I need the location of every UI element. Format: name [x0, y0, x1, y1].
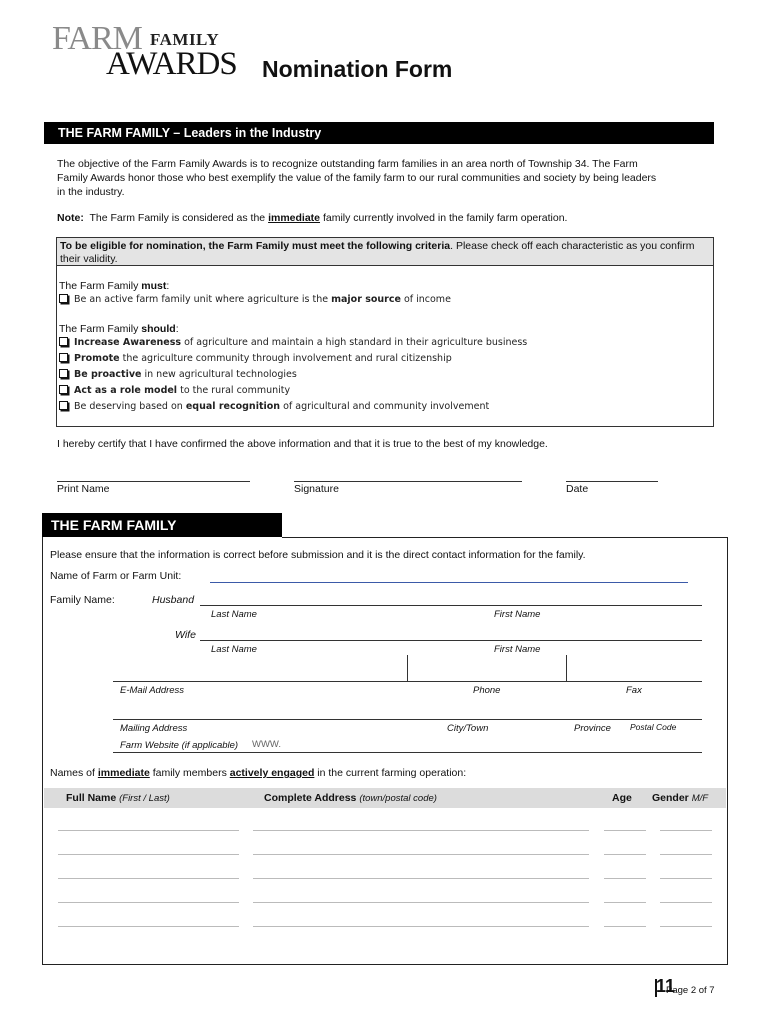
section-leaders-header: THE FARM FAMILY – Leaders in the Industry	[44, 122, 714, 144]
col-gender-hint: M/F	[691, 793, 709, 804]
members-post: in the current farming operation:	[317, 767, 467, 779]
contact-input-line[interactable]	[113, 681, 702, 682]
checkbox-icon[interactable]	[59, 369, 68, 378]
members-key2: actively engaged	[229, 767, 315, 779]
date-label: Date	[566, 483, 589, 495]
should-item-5[interactable]	[59, 400, 489, 414]
row-address-input[interactable]	[253, 854, 589, 855]
row-age-input[interactable]	[604, 926, 646, 927]
row-name-input[interactable]	[58, 902, 239, 903]
husband-last-name-label: Last Name	[211, 609, 257, 620]
note-label: Note:	[57, 212, 84, 224]
note-pre: The Farm Family is considered as the	[89, 212, 266, 224]
checkbox-icon[interactable]	[59, 353, 68, 362]
note-post: family currently involved in the family farm operation.	[322, 212, 568, 224]
last-item-pre: Be deserving based on	[74, 401, 183, 412]
should-item-rest: in new agricultural technologies	[141, 369, 297, 380]
must-heading: The Farm Family must:	[59, 280, 170, 292]
row-name-input[interactable]	[58, 830, 239, 831]
husband-name-input[interactable]	[200, 605, 702, 606]
row-address-input[interactable]	[253, 926, 589, 927]
criteria-rest: . Please check off each characteristic as you confirm their validity.	[60, 240, 695, 265]
should-item-1[interactable]	[59, 336, 527, 350]
row-address-input[interactable]	[253, 878, 589, 879]
print-name-line[interactable]	[57, 481, 250, 482]
must-pre: The Farm Family	[59, 280, 139, 292]
contact-divider	[566, 655, 567, 681]
should-item-rest: of agriculture and maintain a high standard in their agriculture business	[181, 337, 528, 348]
signature-label: Signature	[294, 483, 339, 495]
checkbox-icon[interactable]	[59, 294, 68, 303]
page-title: Nomination Form	[262, 56, 453, 82]
should-item-key: Act as a role model	[74, 385, 178, 396]
phone-label: Phone	[473, 685, 501, 696]
row-gender-input[interactable]	[660, 902, 712, 903]
row-address-input[interactable]	[253, 902, 589, 903]
family-name-label: Family Name:	[50, 594, 115, 606]
wife-label: Wife	[175, 629, 196, 641]
mailing-input-line[interactable]	[113, 719, 702, 720]
row-name-input[interactable]	[58, 878, 239, 879]
members-key1: immediate	[97, 767, 150, 779]
should-item-key: Promote	[74, 353, 120, 364]
must-item-post: of income	[403, 294, 451, 305]
date-line[interactable]	[566, 481, 658, 482]
col-gender: Gender M/F	[652, 792, 709, 804]
should-key: should	[141, 323, 176, 335]
row-age-input[interactable]	[604, 830, 646, 831]
farm-family-box	[42, 537, 728, 965]
row-age-input[interactable]	[604, 902, 646, 903]
should-item-rest: the agriculture community through involvement and rural citizenship	[119, 353, 452, 364]
row-name-input[interactable]	[58, 854, 239, 855]
must-key: must	[141, 280, 167, 292]
wife-name-input[interactable]	[200, 640, 702, 641]
postal-label: Postal Code	[630, 722, 677, 732]
website-label: Farm Website (if applicable)	[120, 740, 239, 751]
checkbox-icon[interactable]	[59, 337, 68, 346]
signature-line[interactable]	[294, 481, 522, 482]
province-label: Province	[574, 723, 611, 734]
members-text	[50, 767, 466, 779]
farm-name-input[interactable]	[210, 582, 688, 583]
wife-first-name-label: First Name	[494, 644, 541, 655]
email-label: E-Mail Address	[120, 685, 185, 696]
website-line	[113, 752, 702, 753]
page-of-text: Page 2 of 7	[666, 985, 715, 996]
checkbox-icon[interactable]	[59, 385, 68, 394]
must-item[interactable]	[59, 293, 451, 307]
should-heading: The Farm Family should:	[59, 323, 179, 335]
website-input[interactable]: WWW.	[252, 739, 282, 750]
members-pre: Names of	[50, 767, 95, 779]
logo-awards-text: AWARDS	[106, 46, 237, 82]
note-text	[57, 211, 697, 225]
fax-label: Fax	[626, 685, 642, 696]
city-label: City/Town	[447, 723, 489, 734]
col-age: Age	[612, 792, 632, 804]
row-age-input[interactable]	[604, 878, 646, 879]
should-item-2[interactable]	[59, 352, 452, 366]
wife-last-name-label: Last Name	[211, 644, 257, 655]
row-address-input[interactable]	[253, 830, 589, 831]
section-farm-family-header: THE FARM FAMILY	[42, 513, 282, 537]
print-name-label: Print Name	[57, 483, 110, 495]
mailing-label: Mailing Address	[120, 723, 188, 734]
members-mid: family members	[152, 767, 227, 779]
should-item-key: Increase Awareness	[74, 337, 182, 348]
page-number: 11	[656, 976, 676, 996]
col-name-hint: (First / Last)	[119, 793, 170, 804]
should-item-key: Be proactive	[74, 369, 142, 380]
col-full-name: Full Name (First / Last)	[66, 792, 170, 804]
last-item-post: of agricultural and community involvement	[283, 401, 490, 412]
should-pre: The Farm Family	[59, 323, 139, 335]
should-item-4[interactable]	[59, 384, 290, 398]
certify-text: I hereby certify that I have confirmed the above information and that it is true to the best of my knowledge.	[57, 438, 548, 450]
objective-text: The objective of the Farm Family Awards is to recognize outstanding farm families in an area north of Township 34. The Farm Family Awards honor those who best exemplify the value of the family farm to our rural communities and society by being leaders in the industry.	[57, 158, 657, 198]
criteria-bold: To be eligible for nomination, the Farm Family must meet the following criteria	[60, 240, 451, 252]
row-age-input[interactable]	[604, 854, 646, 855]
logo-farm-text: FARM	[52, 20, 142, 57]
ensure-text: Please ensure that the information is correct before submission and it is the direct contact information for the family.	[50, 549, 586, 561]
row-gender-input[interactable]	[660, 878, 712, 879]
should-item-rest: to the rural community	[177, 385, 291, 396]
last-item-key: equal recognition	[185, 401, 281, 412]
checkbox-icon[interactable]	[59, 401, 68, 410]
col-address-hint: (town/postal code)	[359, 793, 437, 804]
should-item-3[interactable]	[59, 368, 297, 382]
row-gender-input[interactable]	[660, 926, 712, 927]
must-item-pre: Be an active farm family unit where agriculture is the	[74, 294, 329, 305]
husband-first-name-label: First Name	[494, 609, 541, 620]
row-gender-input[interactable]	[660, 830, 712, 831]
must-item-key: major source	[331, 294, 401, 305]
logo-family-text: FAMILY	[150, 30, 220, 49]
husband-label: Husband	[152, 594, 195, 606]
row-name-input[interactable]	[58, 926, 239, 927]
farm-name-label: Name of Farm or Farm Unit:	[50, 570, 182, 582]
criteria-header	[57, 238, 713, 266]
col-address: Complete Address (town/postal code)	[264, 792, 437, 804]
note-key: immediate	[268, 212, 321, 224]
row-gender-input[interactable]	[660, 854, 712, 855]
contact-divider	[407, 655, 408, 681]
